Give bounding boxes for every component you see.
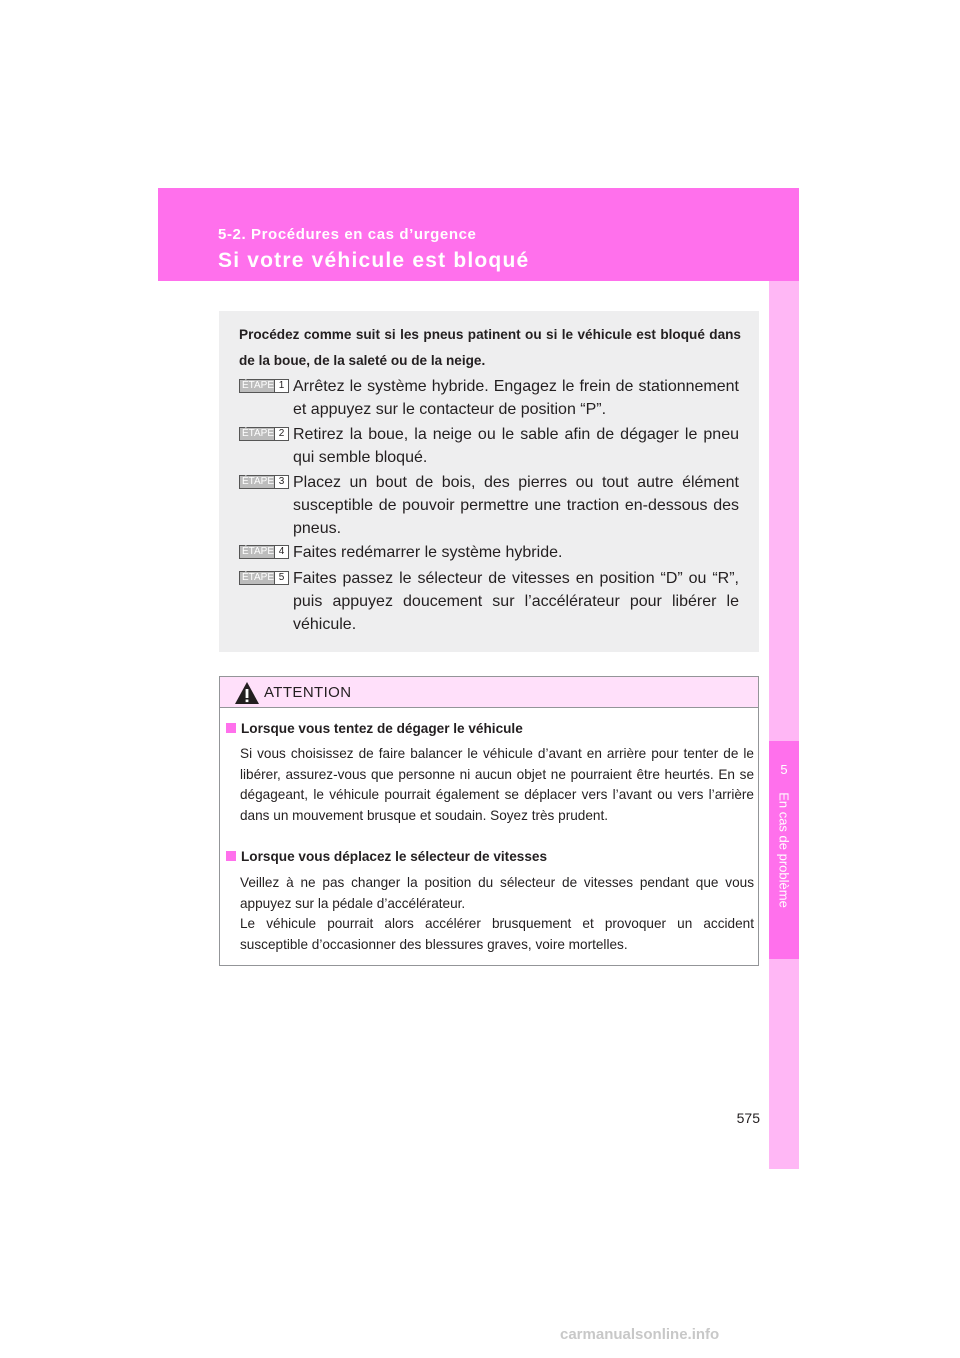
attention-item-title bbox=[226, 721, 523, 736]
step-2 bbox=[239, 423, 739, 469]
step-label: ÉTAPE bbox=[241, 546, 275, 557]
step-number: 4 bbox=[274, 546, 288, 558]
step-4 bbox=[239, 541, 739, 564]
page-title: Si votre véhicule est bloqué bbox=[218, 249, 530, 272]
bullet-square-icon bbox=[226, 723, 236, 733]
step-number: 3 bbox=[274, 476, 288, 488]
attention-box bbox=[219, 676, 759, 966]
watermark: carmanualsonline.info bbox=[560, 1326, 720, 1343]
attention-title: ATTENTION bbox=[264, 684, 352, 701]
side-tab bbox=[769, 281, 799, 1169]
step-badge bbox=[239, 545, 289, 559]
step-text: Retirez la boue, la neige ou le sable afin de dégager le pneu qui semble bloqué. bbox=[293, 426, 739, 466]
warning-triangle-icon bbox=[234, 681, 260, 705]
section-label: 5-2. Procédures en cas d’urgence bbox=[218, 226, 477, 243]
attention-item-title-text: Lorsque vous tentez de dégager le véhicule bbox=[241, 721, 523, 736]
step-text: Arrêtez le système hybride. Engagez le frein de stationnement et appuyez sur le contacteur de position “P”. bbox=[293, 378, 739, 418]
attention-item-text: Veillez à ne pas changer la position du sélecteur de vitesses pendant que vous appuyez sur la pédale d’accélérateur. bbox=[240, 875, 754, 911]
step-text: Faites redémarrer le système hybride. bbox=[293, 544, 563, 561]
chapter-number: 5 bbox=[780, 762, 788, 777]
attention-header bbox=[220, 677, 758, 708]
step-badge bbox=[239, 475, 289, 489]
step-number: 1 bbox=[274, 380, 288, 392]
chapter-title: En cas de problème bbox=[776, 792, 792, 908]
intro-text: Procédez comme suit si les pneus patinent ou si le véhicule est bloqué dans de la boue, de la saleté ou de la neige. bbox=[239, 327, 741, 368]
step-1 bbox=[239, 375, 739, 421]
step-number: 2 bbox=[274, 428, 288, 440]
attention-item-text: Le véhicule pourrait alors accélérer brusquement et provoquer un accident susceptible d’occasionner des blessures graves, voire mortelles. bbox=[240, 916, 754, 952]
attention-item-text: Si vous choisissez de faire balancer le véhicule d’avant en arrière pour tenter de le libérer, assurez-vous que personne ni aucun objet ne pourraient être heurtés. En se dégageant, le véhicule pourrait également se déplacer vers l’avant ou vers l’arrière dans un mouvement brusque et soudain. Soyez très prudent. bbox=[240, 746, 754, 823]
step-badge bbox=[239, 571, 289, 585]
step-label: ÉTAPE bbox=[241, 476, 275, 487]
page-number: 575 bbox=[736, 1110, 760, 1126]
step-badge bbox=[239, 427, 289, 441]
bullet-square-icon bbox=[226, 851, 236, 861]
step-label: ÉTAPE bbox=[241, 380, 275, 391]
step-label: ÉTAPE bbox=[241, 572, 275, 583]
step-number: 5 bbox=[274, 572, 288, 584]
step-3 bbox=[239, 471, 739, 540]
step-text: Placez un bout de bois, des pierres ou tout autre élément susceptible de pouvoir permettre une traction en-dessous des pneus. bbox=[293, 474, 739, 537]
step-badge bbox=[239, 379, 289, 393]
step-label: ÉTAPE bbox=[241, 428, 275, 439]
attention-item-title-text: Lorsque vous déplacez le sélecteur de vitesses bbox=[241, 849, 547, 864]
step-text: Faites passez le sélecteur de vitesses en position “D” ou “R”, puis appuyez doucement sur l’accélérateur pour libérer le véhicule. bbox=[293, 570, 739, 633]
step-5 bbox=[239, 567, 739, 636]
attention-item-title bbox=[226, 849, 547, 864]
